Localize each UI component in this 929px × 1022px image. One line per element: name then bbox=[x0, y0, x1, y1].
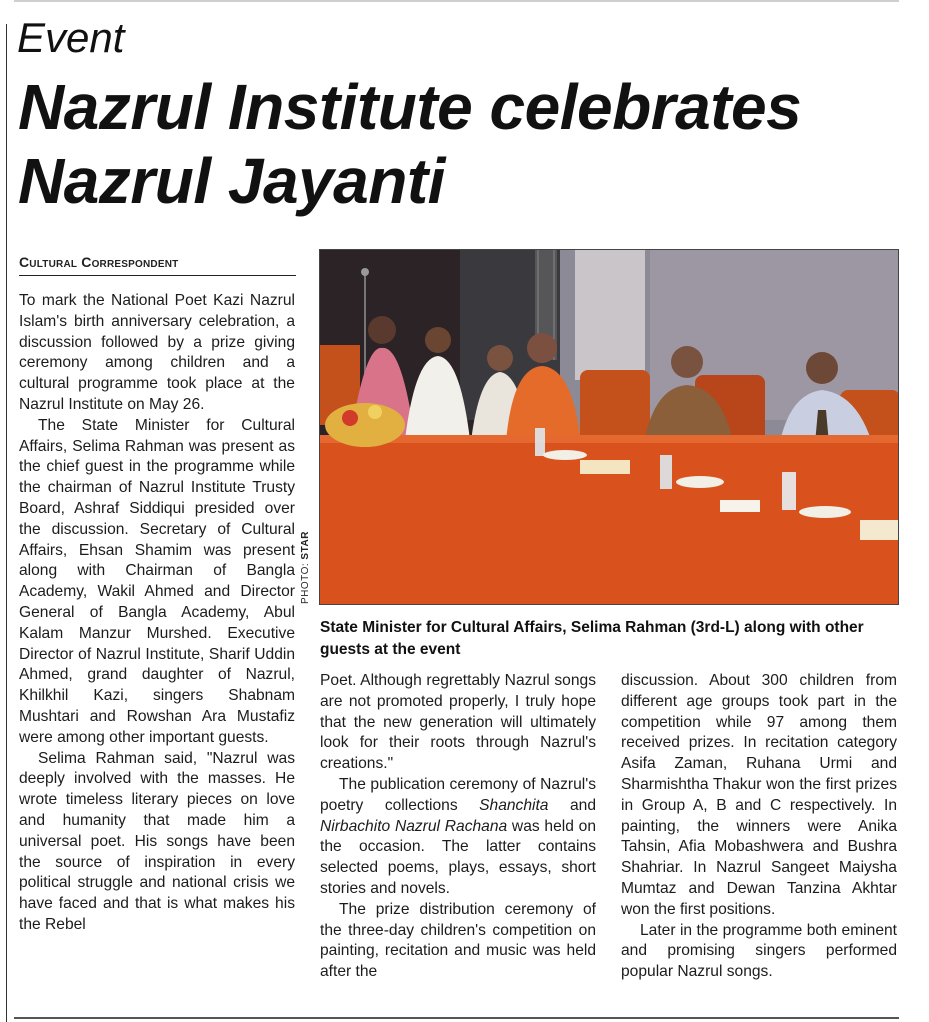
paragraph: Poet. Although regrettably Nazrul songs are not promoted properly, I truly hope that the new generation will ultimately look for their roots through Nazrul's creations." bbox=[320, 672, 596, 773]
photo-credit-prefix: PHOTO: bbox=[300, 559, 311, 604]
paragraph: Selima Rahman said, "Nazrul was deeply involved with the masses. He wrote timeless literary pieces on love and humanity that made him a universal poet. His songs have been the source of inspiration in every political struggle and national crisis we have faced and that is what makes his the Rebel bbox=[19, 749, 295, 933]
paragraph: The prize distribution ceremony of the three-day children's competition on painting, recitation and music was held after the bbox=[320, 900, 596, 981]
event-photo bbox=[319, 249, 899, 605]
photo-credit bbox=[300, 531, 311, 604]
event-photo-illustration bbox=[320, 250, 899, 605]
article-column-3 bbox=[621, 671, 897, 983]
paragraph-text: The publication ceremony of Nazrul's poetry collections bbox=[320, 775, 596, 814]
top-rule bbox=[14, 0, 899, 2]
paragraph-text: was held on the occasion. The latter contains selected poems, plays, essays, short stories and novels. bbox=[320, 817, 596, 897]
photo-caption: State Minister for Cultural Affairs, Selima Rahman (3rd-L) along with other guests at the event bbox=[320, 619, 864, 658]
paragraph: Later in the programme both eminent and promising singers performed popular Nazrul songs. bbox=[621, 921, 897, 981]
byline: Cultural Correspondent bbox=[19, 254, 296, 276]
article-column-2 bbox=[320, 671, 596, 983]
section-label: Event bbox=[17, 14, 125, 61]
bottom-rule bbox=[14, 1017, 899, 1019]
headline: Nazrul Institute celebrates Nazrul Jayanti bbox=[18, 71, 802, 217]
paragraph: To mark the National Poet Kazi Nazrul Islam's birth anniversary celebration, a discussion followed by a prize giving ceremony among children and a cultural programme took place at the Nazrul Institute on May 26. bbox=[19, 292, 295, 413]
photo-credit-source: STAR bbox=[300, 531, 311, 560]
book-title: Nirbachito Nazrul Rachana bbox=[320, 817, 508, 835]
paragraph: discussion. About 300 children from different age groups took part in the competition while 97 among them received prizes. In recitation category Asifa Zaman, Ruhana Urmi and Sharmishtha Thakur won the first prizes in Group A, B and C respectively. In painting, the winners were Anika Tahsin, Afia Mobashwera and Bushra Shahriar. In Nazrul Sangeet Maiysha Mumtaz and Dewan Tanzina Akhtar won the first positions. bbox=[621, 672, 897, 918]
article-column-1 bbox=[19, 291, 295, 936]
paragraph: The State Minister for Cultural Affairs, Selima Rahman was present as the chief guest in the programme while the chairman of Nazrul Institute Trusty Board, Ashraf Siddiqui presided over the discussion. Secretary of Cultural Affairs, Ehsan Shamim was present along with Chairman of Bangla Academy, Wakil Ahmed and Director General of Bangla Academy, Abul Kalam Manzur Murshed. Executive Director of Nazrul Institute, Sharif Uddin Ahmed, grand daughter of Nazrul, Khilkhil Kazi, singers Shabnam Mushtari and Rowshan Ara Mustafiz were among other important guests. bbox=[19, 416, 295, 746]
book-title: Shanchita bbox=[479, 796, 549, 814]
paragraph bbox=[320, 775, 596, 900]
paragraph-text: and bbox=[548, 796, 596, 814]
left-column-rule bbox=[6, 24, 7, 1022]
